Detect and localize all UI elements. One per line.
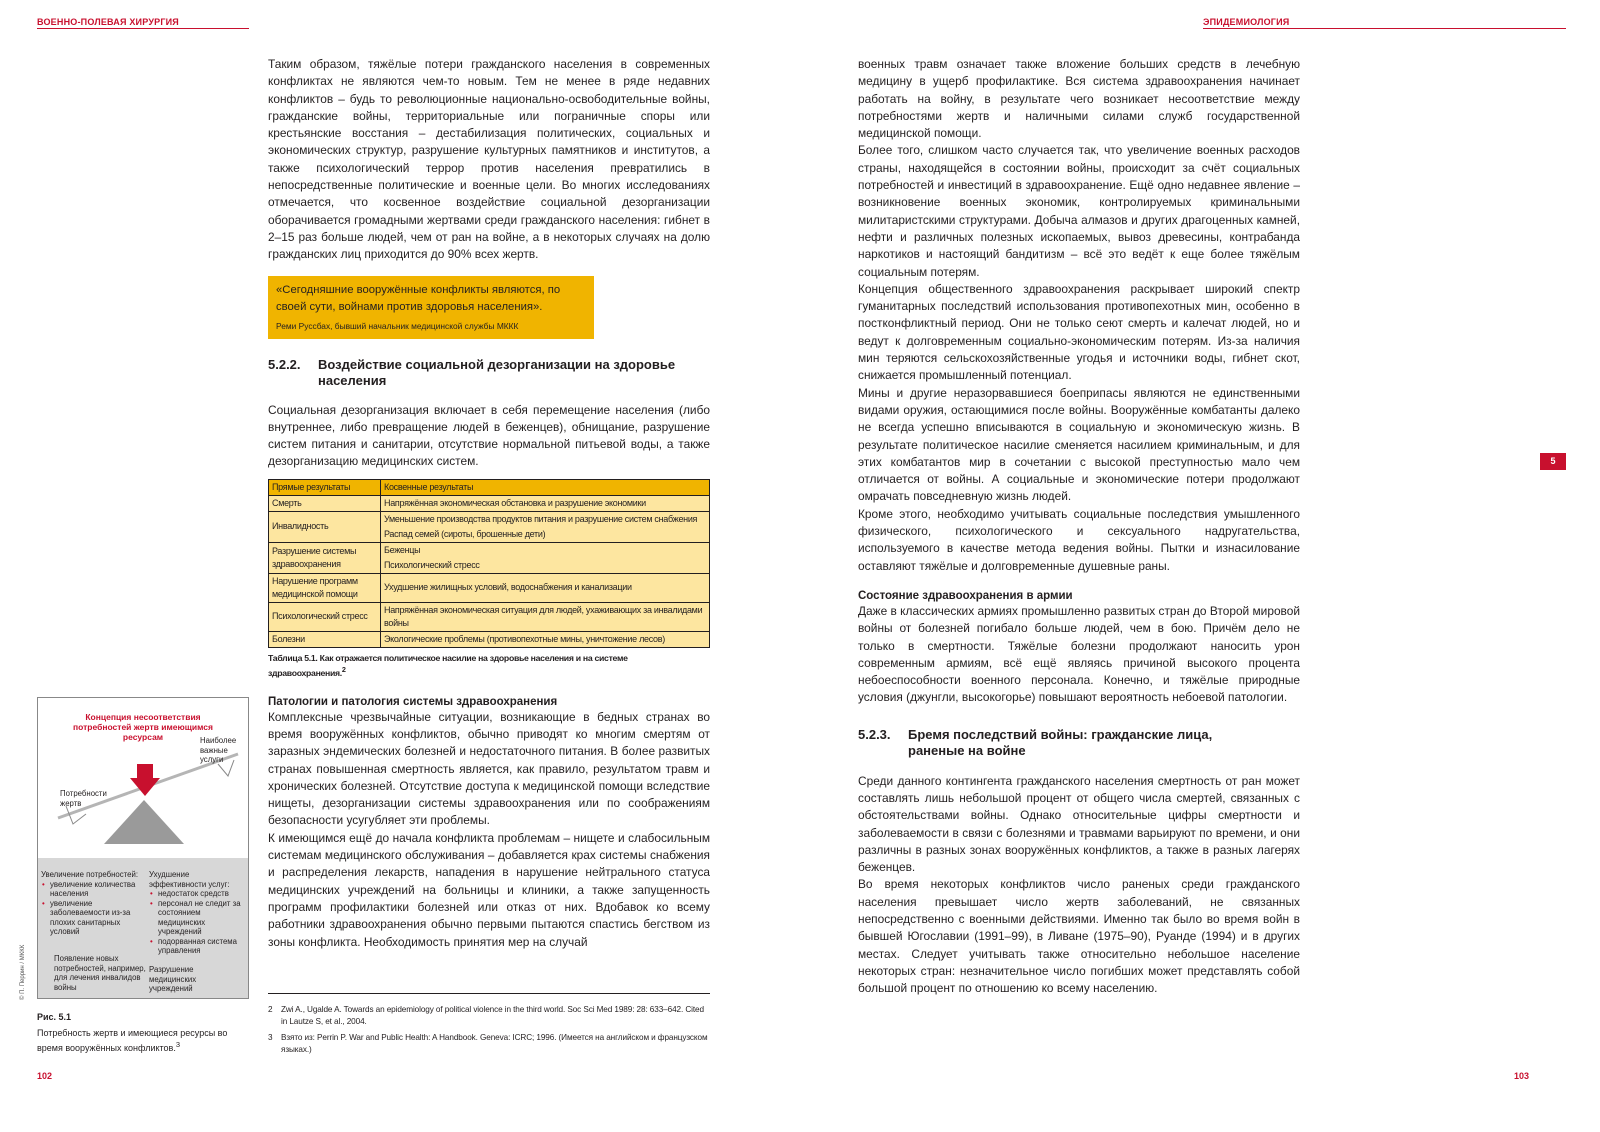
figure-credit: © П. Перрин / МККК (20, 944, 26, 1000)
table-cell-indirect: Ухудшение жилищных условий, водоснабжения и канализации (381, 573, 710, 602)
page-number-right: 103 (1514, 1071, 1530, 1081)
table-row (269, 631, 710, 647)
right-main-column (858, 56, 1300, 998)
table-row (269, 542, 710, 573)
right-paragraph-2: Более того, слишком часто случается так, что увеличение военных расходов страны, находящейся в состоянии войны, происходит за счёт социальных потребностей и инвестиций в здравоохранение. Ещё одно недавнее явление – возникновение военных экономик, контролируемых криминальными милитаристскими структурами. Добыча алмазов и других драгоценных камней, нефти и различных полезных ископаемых, вывоз древесины, контрабанда наркотиков и настоящий бандитизм – всё это ведёт к еще более тяжёлым социальным потерям. (858, 143, 1300, 279)
services-decline-heading: Ухудшение эффективности услуг: (149, 870, 230, 889)
section-number: 5.2.3. (858, 726, 891, 742)
services-item: • подорванная система управления (158, 937, 247, 956)
table-header-indirect: Косвенные результаты (381, 479, 710, 495)
pathology-paragraph-2: К имеющимся ещё до начала конфликта проблемам – нищете и слабосильным системам медицинского обслуживания – добавляется крах системы снабжения и распределения лекарств, нападения в нарушение нейтрального статуса медицинских учреждений на больницы и клиники, а также запущенность программ профилактики болезней или отказ от них. Вдобавок ко всему работники здравоохранения обычно первыми пытаются спастись бегством из зоны конфликта. Необходимость принятия мер на случай (268, 830, 710, 949)
table-caption-text: Таблица 5.1. Как отражается политическое насилие на здоровье населения и на системе здравоохранения. (268, 652, 628, 679)
services-item: • недостаток средств (158, 889, 247, 899)
table-cell-line: Уменьшение производства продуктов питания и разрушение систем снабжения (384, 513, 698, 524)
footnote-2 (268, 1004, 708, 1027)
table-cell-indirect: Напряжённая экономическая ситуация для людей, ухаживающих за инвалидами войны (381, 602, 710, 631)
pathology-heading: Патологии и патология системы здравоохранения (268, 695, 558, 708)
label-victims-needs: Потребности жертв (60, 789, 107, 808)
pull-quote (268, 276, 594, 339)
section-5-2-2-paragraph: Социальная дезорганизация включает в себя перемещение населения (либо внутреннее, либо превращение людей в беженцев), обнищание, разрушение систем питания и санитарии, отсутствие нормальной питьевой воды, а также дезорганизацию медицинских систем. (268, 402, 710, 469)
section-title-line1: Воздействие социальной дезорганизации на здоровье (318, 356, 676, 372)
pathology-paragraph-1: Комплексные чрезвычайные ситуации, возникающие в бедных странах во время вооружённых конфликтов, обычно приводят ко многим смертям от заразных эндемических болезней и недостаточного питания. В более развитых странах повышенная смертность является, как правило, результатом травм и хронических болезней. Отсутствие доступа к медицинской помощи вследствие нищеты, дезорганизации системы здравоохранения или по соображениям безопасности усугубляет эти проблемы. (268, 709, 710, 828)
running-head-left: ВОЕННО-ПОЛЕВАЯ ХИРУРГИЯ (37, 17, 179, 27)
section-title-line1: Бремя последствий войны: гражданские лица, (908, 726, 1213, 742)
section-5-2-3-paragraph-2: Во время некоторых конфликтов число раненых среди гражданского населения превышает число жертв заболеваний, не связанных непосредственно с военными действиями. Именно так было во время войн в бывшей Югославии (1991–99), в Ливане (1975–90), Руанде (1994) и в других местах. Следует учитывать также относительно небольшое население некоторых стран: незначительное число погибших может представлять собой большой процент по отношению ко всему населению. (858, 877, 1300, 996)
section-5-2-3-paragraph-1: Среди данного контингента гражданского населения смертность от ран может составлять лишь небольшой процент от общего числа смертей, связанных с обстоятельствами войны. Однако относительные цифры смертности и заболеваемости в связи с болезнями и травмами варьируют по времени, и они различны в разных зонах вооружённых конфликтов, а также в разных лагерях беженцев. (858, 773, 1300, 875)
table-cell-direct: Разрушение системы здравоохранения (269, 542, 381, 573)
section-title-line2: населения (318, 373, 387, 389)
footnotes (268, 1004, 708, 1055)
figure-caption-label: Рис. 5.1 (37, 1012, 72, 1022)
figure-caption-body (37, 1028, 249, 1055)
facilities-destruction-text: Разрушение медицинских учреждений (149, 965, 197, 993)
label-important-services: Наиболее важные услуги (200, 736, 237, 764)
figure-caption-ref: 3 (175, 1040, 181, 1049)
figure-title: Концепция несоответствия потребностей жертв имеющимся ресурсам (73, 712, 213, 742)
services-item: • персонал не следит за состоянием медицинских учреждений (158, 899, 247, 937)
running-head-right: ЭПИДЕМИОЛОГИЯ (1203, 17, 1290, 27)
arrow-down-icon (130, 778, 160, 796)
army-health-heading: Состояние здравоохранения в армии (858, 589, 1073, 602)
right-paragraph-1: военных травм означает также вложение больших средств в лечебную медицину в ущерб профилактике. Вся система здравоохранения начинает работать на войну, в результате чего возникает несоответствие между потребностями жертв и наличными силами служб государственной медицинской помощи. (858, 57, 1300, 141)
army-health-paragraph: Даже в классических армиях промышленно развитых стран до Второй мировой войны от болезней погибало больше людей, чем в бою. Причём дело не только в смертности. Тяжёлые болезни продолжают наносить урон современным армиям, всё ещё являясь причиной высокого процента небоеспособности военного персонала. Конечно, и тяжёлые природные условия (джунгли, высокогорье) повышают вероятность небоевой патологии. (858, 603, 1300, 705)
table-cell-indirect (381, 511, 710, 542)
services-decline-list (149, 870, 247, 956)
section-number: 5.2.2. (268, 356, 301, 372)
figure-caption (37, 1012, 249, 1055)
header-rule-left (37, 28, 249, 29)
right-paragraph-3: Концепция общественного здравоохранения раскрывает широкий спектр гуманитарных последствий использования противопехотных мин, особенно в постконфликтный период. Они не только сеют смерть и калечат людей, но и ведут к долговременным социально-экономическим потерям. Из-за наличия мин теряются сельскохозяйственные угодья и источники воды, гибнет скот, снижается промышленный потенциал. (858, 281, 1300, 383)
table-5-1 (268, 479, 710, 648)
footnote-number: 2 (268, 1005, 273, 1014)
table-cell-direct: Нарушение программ медицинской помощи (269, 573, 381, 602)
table-caption (268, 652, 668, 680)
section-title-line2: раненые на войне (908, 743, 1026, 759)
table-row (269, 511, 710, 542)
quote-text: «Сегодняшние вооружённые конфликты являются, по своей сути, войнами против здоровья населения». (276, 283, 561, 313)
intro-paragraph: Таким образом, тяжёлые потери гражданского населения в современных конфликтах не являются чем-то новым. Тем не менее в ряде недавних конфликтов – будь то революционные национально-освободительные войны, гражданские войны, территориальные или пограничные споры или крестьянские восстания – дестабилизация политических, социальных и экономических структур, разрушение культурных памятников и институтов, а также психологический террор против населения превратились в непосредственные политические и военные цели. Во многих исследованиях отмечается, что косвенное воздействие социальной дезорганизации оборачивается громадными жертвами среди гражданского населения: гибнет в 2–15 раз больше людей, чем от ран на войне, а в некоторых случаях на долю гражданских лиц приходится до 90% всех жертв. (268, 57, 710, 262)
table-cell-direct: Инвалидность (269, 511, 381, 542)
table-cell-indirect: Напряжённая экономическая обстановка и разрушение экономики (381, 495, 710, 511)
needs-item: • увеличение количества населения (50, 880, 149, 899)
section-5-2-3-heading (858, 727, 1300, 760)
new-needs-text: Появление новых потребностей, например, для лечения инвалидов войны (54, 954, 146, 992)
table-header-direct: Прямые результаты (269, 479, 381, 495)
seesaw-diagram (38, 698, 248, 858)
footnote-text: Zwi A., Ugalde A. Towards an epidemiology of political violence in the third world. Soc Sci Med 1989: 28: 633–642. Cited in Lautze S, et al., 2004. (281, 1005, 704, 1026)
needs-item: • увеличение заболеваемости из-за плохих санитарных условий (50, 899, 149, 937)
table-cell-direct: Смерть (269, 495, 381, 511)
needs-increase-list (41, 870, 149, 937)
footnote-number: 3 (268, 1033, 273, 1042)
figure-caption-text: Потребность жертв и имеющиеся ресурсы во время вооружённых конфликтов. (37, 1027, 228, 1053)
chapter-tab: 5 (1540, 453, 1566, 470)
page-number-left: 102 (37, 1071, 53, 1081)
table-caption-ref: 2 (341, 665, 346, 675)
table-row (269, 495, 710, 511)
quote-attribution: Реми Руссбах, бывший начальник медицинской службы МККК (276, 320, 519, 331)
table-cell-indirect: Экологические проблемы (противопехотные мины, уничтожение лесов) (381, 631, 710, 647)
table-row (269, 573, 710, 602)
needs-increase-heading: Увеличение потребностей: (41, 870, 139, 879)
left-main-column (268, 56, 710, 951)
right-paragraph-5: Кроме этого, необходимо учитывать социальные последствия умышленного физического, психологического и сексуального надругательства, используемого в качестве метода ведения войны. Пытки и изнасилование оставляют тяжёлые и долговременные душевные раны. (858, 506, 1300, 573)
footnote-3 (268, 1032, 708, 1055)
arrow-shaft (137, 764, 153, 780)
right-paragraph-4: Мины и другие неразорвавшиеся боеприпасы являются не единственными видами оружия, остающимися после войны. Вооружённые комбатанты далеко не всегда успешно вписываются в социальную и экономическую жизнь. В результате политическое насилие сменяется насилием криминальным, и для этих комбатантов мир в сочетании с высокой преступностью мало чем отличается от войны. А социальные и экономические потери продолжают омрачать повседневную жизнь людей. (858, 385, 1300, 504)
figure-5-1 (37, 697, 249, 999)
table-cell-line: Распад семей (сироты, брошенные дети) (384, 528, 546, 539)
table-cell-indirect (381, 542, 710, 573)
table-cell-direct: Болезни (269, 631, 381, 647)
table-cell-direct: Психологический стресс (269, 602, 381, 631)
header-rule-right (1203, 28, 1566, 29)
table-row (269, 602, 710, 631)
footnote-rule (268, 993, 710, 994)
table-header-row (269, 479, 710, 495)
footnote-text: Взято из: Perrin P. War and Public Health: A Handbook. Geneva: ICRC; 1996. (Имеется на английском и французском языках.) (281, 1033, 708, 1054)
table-cell-line: Беженцы (384, 544, 421, 555)
section-5-2-2-heading (268, 357, 710, 390)
table-cell-line: Психологический стресс (384, 559, 480, 570)
